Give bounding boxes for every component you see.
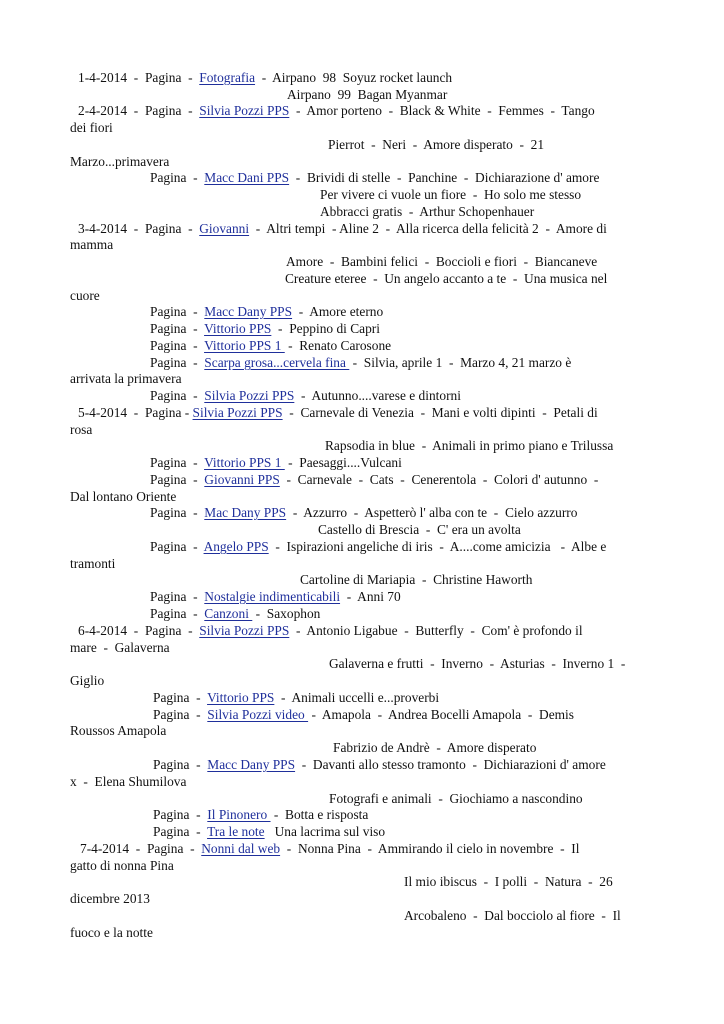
entry-line bbox=[78, 623, 583, 640]
line-text: - Autunno....varese e dintorni bbox=[294, 388, 461, 403]
line-text: 7-4-2014 - Pagina - bbox=[80, 841, 202, 856]
line-text: Pagina - bbox=[153, 807, 208, 822]
line-text: - Airpano 98 Soyuz rocket launch bbox=[255, 70, 453, 85]
entry-line bbox=[78, 70, 452, 87]
entry-line bbox=[78, 221, 607, 238]
line-text: Pagina - bbox=[150, 539, 204, 554]
link-scarpa-grosa[interactable]: Scarpa grosa...cervela fina bbox=[204, 355, 350, 370]
continuation-line: Roussos Amapola bbox=[70, 723, 167, 738]
line-text: Pagina - bbox=[150, 338, 205, 353]
link-macc-dany-pps[interactable]: Macc Dany PPS bbox=[207, 757, 296, 772]
continuation-line: Marzo...primavera bbox=[70, 154, 170, 169]
continuation-line: Cartoline di Mariapia - Christine Haworth bbox=[300, 572, 533, 587]
line-text: 1-4-2014 - Pagina - bbox=[78, 70, 200, 85]
continuation-line: Amore - Bambini felici - Boccioli e fiori - Biancaneve bbox=[286, 254, 598, 269]
link-macc-dany-pps[interactable]: Macc Dany PPS bbox=[204, 304, 293, 319]
link-vittorio-pps-1[interactable]: Vittorio PPS 1 bbox=[204, 455, 285, 470]
entry-line bbox=[150, 539, 606, 556]
link-fotografia[interactable]: Fotografia bbox=[199, 70, 256, 85]
entry-line bbox=[150, 304, 383, 321]
entry-line bbox=[150, 606, 320, 623]
line-text: Pagina - bbox=[150, 472, 205, 487]
continuation-line: arrivata la primavera bbox=[70, 371, 182, 386]
line-text: Pagina - bbox=[153, 757, 208, 772]
line-text: - Paesaggi....Vulcani bbox=[284, 455, 402, 470]
entry-line bbox=[80, 841, 579, 858]
line-text: - Amore eterno bbox=[292, 304, 384, 319]
link-angelo-pps[interactable]: Angelo PPS bbox=[203, 539, 269, 554]
continuation-line: Galaverna e frutti - Inverno - Asturias - Inverno 1 - bbox=[329, 656, 626, 671]
line-text: - Saxophon bbox=[252, 606, 321, 621]
continuation-line: Airpano 99 Bagan Myanmar bbox=[287, 87, 448, 102]
line-text: - Amapola - Andrea Bocelli Amapola - Demis bbox=[308, 707, 574, 722]
continuation-line: dei fiori bbox=[70, 120, 113, 135]
line-text: Pagina - bbox=[150, 170, 205, 185]
link-canzoni[interactable]: Canzoni bbox=[204, 606, 253, 621]
continuation-line: Pierrot - Neri - Amore disperato - 21 bbox=[328, 137, 545, 152]
link-tra-le-note[interactable]: Tra le note bbox=[207, 824, 265, 839]
link-silvia-pozzi-pps[interactable]: Silvia Pozzi PPS bbox=[192, 405, 283, 420]
line-text: - Ispirazioni angeliche di iris - A....come amicizia - Albe e bbox=[268, 539, 607, 554]
line-text: Pagina - bbox=[150, 355, 205, 370]
link-silvia-pozzi-video[interactable]: Silvia Pozzi video bbox=[207, 707, 309, 722]
link-giovanni-pps[interactable]: Giovanni PPS bbox=[204, 472, 280, 487]
link-mac-dany-pps[interactable]: Mac Dany PPS bbox=[204, 505, 287, 520]
line-text: Pagina - bbox=[153, 690, 208, 705]
continuation-line: Castello di Brescia - C' era un avolta bbox=[318, 522, 521, 537]
line-text: - Peppino di Capri bbox=[271, 321, 380, 336]
continuation-line: Il mio ibiscus - I polli - Natura - 26 bbox=[404, 874, 613, 889]
line-text: - Davanti allo stesso tramonto - Dichiarazioni d' amore bbox=[295, 757, 606, 772]
line-text: Una lacrima sul viso bbox=[264, 824, 386, 839]
link-macc-dani-pps[interactable]: Macc Dani PPS bbox=[204, 170, 290, 185]
link-silvia-pozzi-pps[interactable]: Silvia Pozzi PPS bbox=[199, 623, 290, 638]
entry-line bbox=[150, 355, 571, 372]
continuation-line: cuore bbox=[70, 288, 100, 303]
line-text: - Botta e risposta bbox=[270, 807, 369, 822]
line-text: Pagina - bbox=[150, 304, 205, 319]
continuation-line: Per vivere ci vuole un fiore - Ho solo me stesso bbox=[320, 187, 582, 202]
continuation-line: dicembre 2013 bbox=[70, 891, 150, 906]
entry-line bbox=[153, 824, 385, 841]
line-text: - Animali uccelli e...proverbi bbox=[274, 690, 440, 705]
line-text: - Altri tempi - Aline 2 - Alla ricerca della felicità 2 - Amore di bbox=[249, 221, 607, 236]
continuation-line: tramonti bbox=[70, 556, 116, 571]
line-text: - Nonna Pina - Ammirando il cielo in novembre - Il bbox=[280, 841, 580, 856]
continuation-line: mare - Galaverna bbox=[70, 640, 170, 655]
line-text: Pagina - bbox=[153, 824, 208, 839]
link-nostalgie-indimenticabili[interactable]: Nostalgie indimenticabili bbox=[204, 589, 341, 604]
continuation-line: x - Elena Shumilova bbox=[70, 774, 187, 789]
continuation-line: mamma bbox=[70, 237, 114, 252]
line-text: - Antonio Ligabue - Butterfly - Com' è profondo il bbox=[289, 623, 583, 638]
line-text: 2-4-2014 - Pagina - bbox=[78, 103, 200, 118]
continuation-line: rosa bbox=[70, 422, 93, 437]
entry-line bbox=[150, 338, 391, 355]
entry-line bbox=[150, 589, 401, 606]
line-text: Pagina - bbox=[153, 707, 208, 722]
line-text: - Carnevale - Cats - Cenerentola - Colori d' autunno - bbox=[279, 472, 599, 487]
entry-line bbox=[150, 170, 599, 187]
continuation-line: Giglio bbox=[70, 673, 105, 688]
entry-line bbox=[153, 690, 439, 707]
line-text: - Amor porteno - Black & White - Femmes - Tango bbox=[289, 103, 595, 118]
line-text: Pagina - bbox=[150, 388, 205, 403]
link-vittorio-pps[interactable]: Vittorio PPS bbox=[204, 321, 272, 336]
link-nonni-dal-web[interactable]: Nonni dal web bbox=[201, 841, 281, 856]
entry-line bbox=[150, 505, 577, 522]
line-text: Pagina - bbox=[150, 589, 205, 604]
line-text: 6-4-2014 - Pagina - bbox=[78, 623, 200, 638]
continuation-line: Dal lontano Oriente bbox=[70, 489, 177, 504]
line-text: Pagina - bbox=[150, 321, 205, 336]
line-text: 5-4-2014 - Pagina - bbox=[78, 405, 193, 420]
continuation-line: Arcobaleno - Dal bocciolo al fiore - Il bbox=[404, 908, 621, 923]
entry-line bbox=[153, 757, 606, 774]
link-vittorio-pps-1[interactable]: Vittorio PPS 1 bbox=[204, 338, 285, 353]
continuation-line: Fotografi e animali - Giochiamo a nascondino bbox=[329, 791, 583, 806]
continuation-line: Creature eteree - Un angelo accanto a te - Una musica nel bbox=[285, 271, 608, 286]
line-text: - Silvia, aprile 1 - Marzo 4, 21 marzo è bbox=[349, 355, 572, 370]
line-text: Pagina - bbox=[150, 606, 205, 621]
continuation-line: Rapsodia in blue - Animali in primo piano e Trilussa bbox=[325, 438, 614, 453]
link-silvia-pozzi-pps[interactable]: Silvia Pozzi PPS bbox=[199, 103, 290, 118]
line-text: Pagina - bbox=[150, 455, 205, 470]
link-giovanni[interactable]: Giovanni bbox=[199, 221, 250, 236]
line-text: Pagina - bbox=[150, 505, 205, 520]
continuation-line: Fabrizio de Andrè - Amore disperato bbox=[333, 740, 537, 755]
entry-line bbox=[150, 388, 461, 405]
link-silvia-pozzi-pps[interactable]: Silvia Pozzi PPS bbox=[204, 388, 295, 403]
line-text: - Azzurro - Aspetterò l' alba con te - Cielo azzurro bbox=[286, 505, 578, 520]
entry-line bbox=[78, 405, 598, 422]
line-text: - Brividi di stelle - Panchine - Dichiarazione d' amore bbox=[289, 170, 600, 185]
line-text: - Carnevale di Venezia - Mani e volti dipinti - Petali di bbox=[282, 405, 598, 420]
line-text: - Anni 70 bbox=[340, 589, 401, 604]
entry-line bbox=[150, 455, 402, 472]
continuation-line: fuoco e la notte bbox=[70, 925, 153, 940]
entry-line bbox=[153, 707, 574, 724]
entry-line bbox=[150, 321, 380, 338]
line-text: 3-4-2014 - Pagina - bbox=[78, 221, 200, 236]
line-text: - Renato Carosone bbox=[284, 338, 392, 353]
entry-line bbox=[78, 103, 595, 120]
entry-line bbox=[153, 807, 368, 824]
continuation-line: Abbracci gratis - Arthur Schopenhauer bbox=[320, 204, 535, 219]
entry-line bbox=[150, 472, 598, 489]
continuation-line: gatto di nonna Pina bbox=[70, 858, 174, 873]
link-il-pinonero[interactable]: Il Pinonero bbox=[207, 807, 271, 822]
link-vittorio-pps[interactable]: Vittorio PPS bbox=[207, 690, 275, 705]
